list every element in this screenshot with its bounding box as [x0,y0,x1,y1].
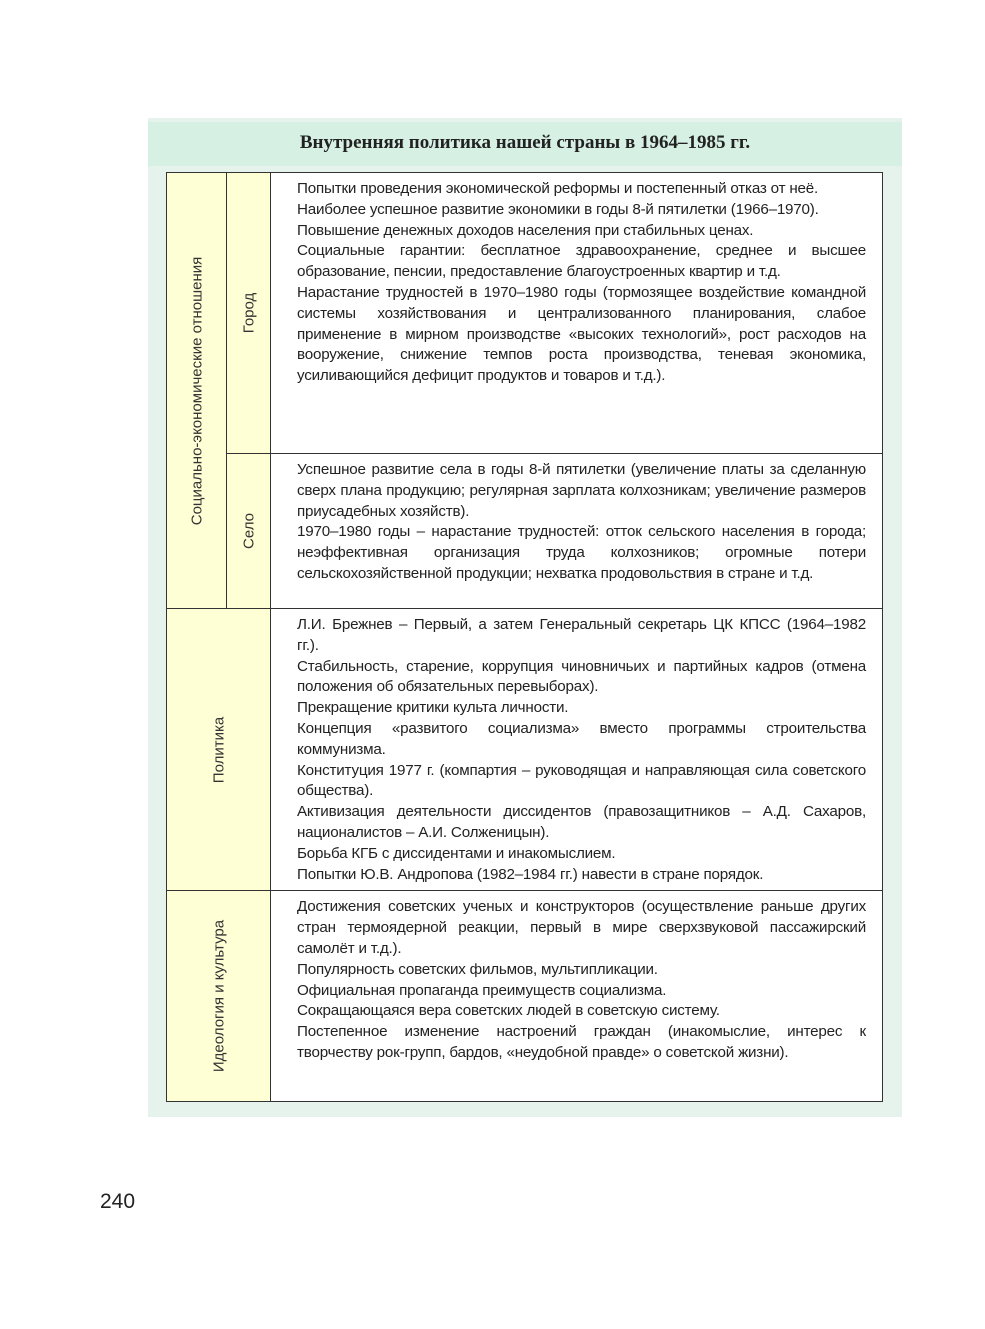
label-text: Социально-экономические отношения [188,256,205,525]
list-item: Успешное развитие села в годы 8-й пятилетки (увеличение платы за сделанную сверх плана продукцию; регулярная зарплата колхозникам; увеличение размеров приусадебных хозяйств). [297,461,866,520]
list-item: 1970–1980 годы – нарастание трудностей: отток сельского населения в города; неэффективная организация труда колхозников; огромные потери сельскохозяйственной продукции; нехватка продовольствия в стране и т.д. [297,523,866,582]
content-politics [271,609,883,891]
list-item: Л.И. Брежнев – Первый, а затем Генеральный секретарь ЦК КПСС (1964–1982 гг.). [297,616,866,654]
list-item: Борьба КГБ с диссидентами и инакомыслием. [297,844,616,862]
list-item: Социальные гарантии: бесплатное здравоохранение, среднее и высшее образование, пенсии, предоставление благоустроенных квартир и т.д. [297,242,866,281]
table-title: Внутренняя политика нашей страны в 1964–1985 гг. [299,132,751,153]
label-village [227,454,271,609]
content-village [271,454,883,609]
list-item: Попытки проведения экономической реформы и постепенный отказ от неё. [297,180,819,197]
list-item: Активизация деятельности диссидентов (правозащитников – А.Д. Сахаров, националистов – А.И. Солженицын). [297,803,866,841]
list-item: Официальная пропаганда преимуществ социализма. [297,981,667,999]
list-item: Наиболее успешное развитие экономики в годы 8-й пятилетки (1966–1970). [297,200,819,218]
row-politics [167,609,883,891]
label-text: Город [240,292,257,334]
list-item: Достижения советских ученых и конструкторов (осуществление раньше других стран термоядерной реакции, первый в мире сверхзвуковой пассажирский самолёт и т.д.). [297,898,866,957]
label-politics [167,609,271,891]
content-city [271,173,883,454]
label-text: Идеология и культура [210,920,227,1073]
list-item: Нарастание трудностей в 1970–1980 годы (тормозящее воздействие командной системы хозяйствования и централизованного планирования, слабое применение в мирном производстве «высоких технологий», рост расходов на вооружение, снижение темпов роста производства, теневая экономика, усиливающийся дефицит продуктов и товаров и т.д.). [297,283,866,385]
list-item: Сокращающаяся вера советских людей в советскую систему. [297,1002,720,1020]
list-item: Конституция 1977 г. (компартия – руководящая и направляющая сила советского общества). [297,761,866,800]
page-number: 240 [100,1190,136,1213]
content-ideology [271,891,883,1102]
list-item: Популярность советских фильмов, мультипликации. [297,960,658,978]
list-item: Попытки Ю.В. Андропова (1982–1984 гг.) навести в стране порядок. [297,865,764,883]
list-item: Повышение денежных доходов населения при стабильных ценах. [297,221,754,239]
row-ideology [167,891,883,1102]
list-item: Концепция «развитого социализма» вместо программы строительства коммунизма. [297,719,866,758]
row-village [167,454,883,609]
label-text: Политика [210,716,227,783]
label-socio [167,173,227,609]
list-item: Стабильность, старение, коррупция чиновничьих и партийных кадров (отмена положения об обязательных перевыборах). [297,657,866,696]
list-item: Прекращение критики культа личности. [297,699,569,717]
label-text: Село [240,513,257,549]
policy-table [166,172,883,1102]
label-city [227,173,271,454]
row-city [167,173,883,454]
label-ideology [167,891,271,1102]
list-item: Постепенное изменение настроений граждан (инакомыслие, интерес к творчеству рок-групп, бардов, «неудобной правде» о советской жизни). [297,1023,866,1061]
